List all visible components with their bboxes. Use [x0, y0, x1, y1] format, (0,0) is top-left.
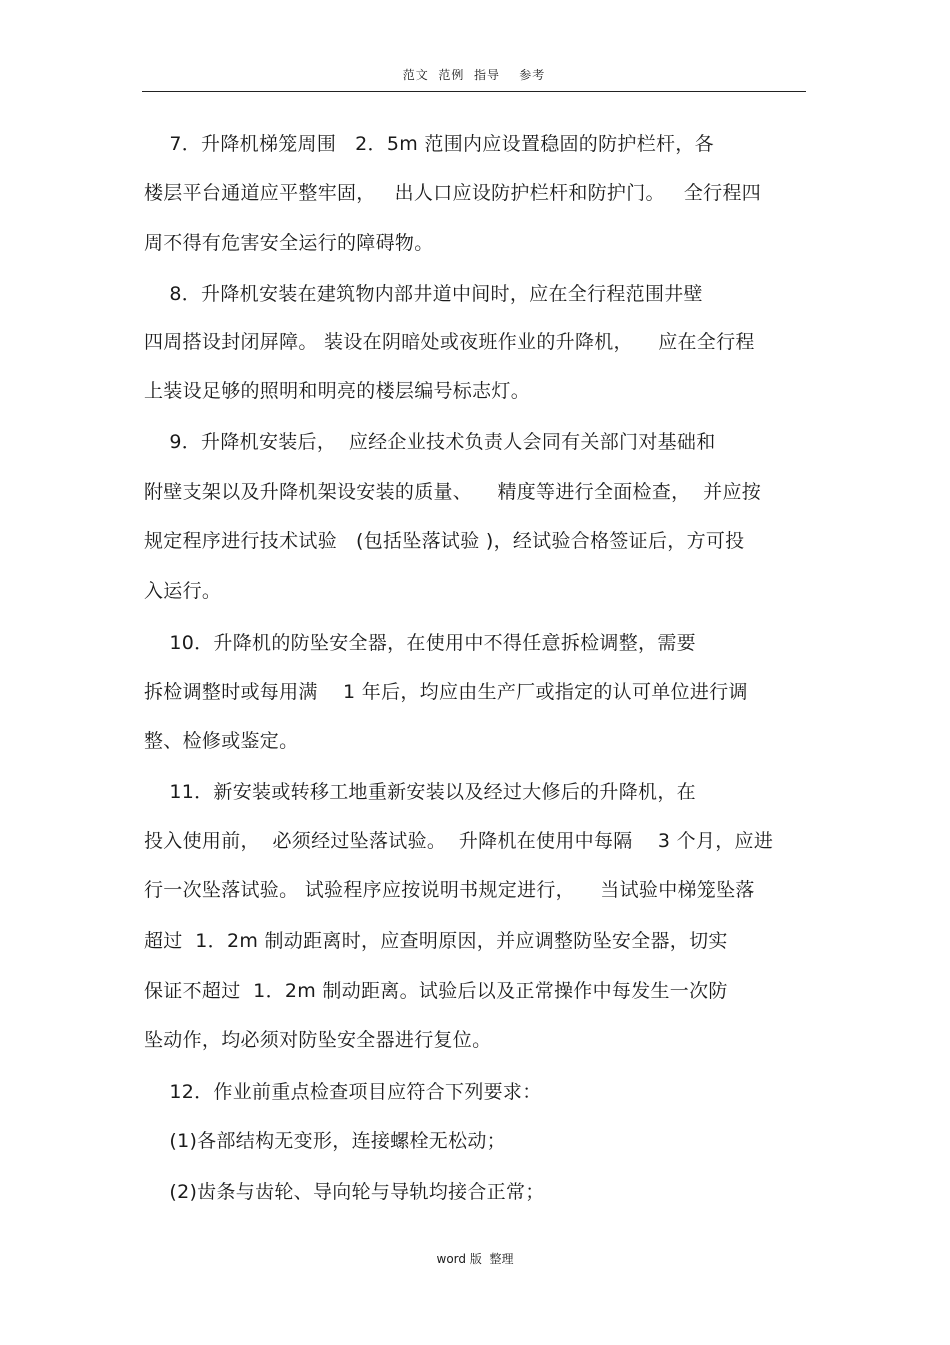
paragraph-line: 拆检调整时或每用满 1 年后，均应由生产厂或指定的认可单位进行调: [144, 681, 748, 703]
paragraph-line: 整、检修或鉴定。: [144, 730, 299, 752]
list-item-line: (1)各部结构无变形，连接螺栓无松动；: [144, 1130, 506, 1152]
paragraph-line: 入运行。: [144, 580, 222, 602]
paragraph-line: 9．升降机安装后， 应经企业技术负责人会同有关部门对基础和: [144, 431, 716, 453]
paragraph-line: 12．作业前重点检查项目应符合下列要求：: [144, 1081, 542, 1103]
paragraph-line: 上装设足够的照明和明亮的楼层编号标志灯。: [144, 380, 531, 402]
paragraph-line: 规定程序进行技术试验 (包括坠落试验 )，经试验合格签证后，方可投: [144, 530, 745, 552]
paragraph-line: 附壁支架以及升降机架设安装的质量、 精度等进行全面检查， 并应按: [144, 481, 762, 503]
paragraph-line: 超过 1．2m 制动距离时，应查明原因，并应调整防坠安全器，切实: [144, 930, 728, 952]
paragraph-line: 11．新安装或转移工地重新安装以及经过大修后的升降机，在: [144, 781, 696, 803]
paragraph-line: 7．升降机梯笼周围 2．5m 范围内应设置稳固的防护栏杆，各: [144, 133, 714, 155]
paragraph-line: 楼层平台通道应平整牢固， 出人口应设防护栏杆和防护门。 全行程四: [144, 182, 762, 204]
paragraph-line: 10．升降机的防坠安全器，在使用中不得任意拆检调整，需要: [144, 632, 696, 654]
paragraph-line: 周不得有危害安全运行的障碍物。: [144, 232, 434, 254]
page-footer: word 版 整理: [436, 1252, 514, 1266]
paragraph-line: 保证不超过 1．2m 制动距离。试验后以及正常操作中每发生一次防: [144, 980, 728, 1002]
paragraph-line: 8．升降机安装在建筑物内部井道中间时，应在全行程范围井壁: [144, 283, 703, 305]
paragraph-line: 坠动作，均必须对防坠安全器进行复位。: [144, 1029, 492, 1051]
paragraph-line: 行一次坠落试验。 试验程序应按说明书规定进行， 当试验中梯笼坠落: [144, 879, 755, 901]
paragraph-line: 投入使用前， 必须经过坠落试验。 升降机在使用中每隔 3 个月，应进: [144, 830, 774, 852]
paragraph-line: 四周搭设封闭屏障。 装设在阴暗处或夜班作业的升降机， 应在全行程: [144, 331, 755, 353]
page-header: 范文 范例 指导 参考: [142, 64, 806, 92]
list-item-line: (2)齿条与齿轮、导向轮与导轨均接合正常；: [144, 1181, 545, 1203]
